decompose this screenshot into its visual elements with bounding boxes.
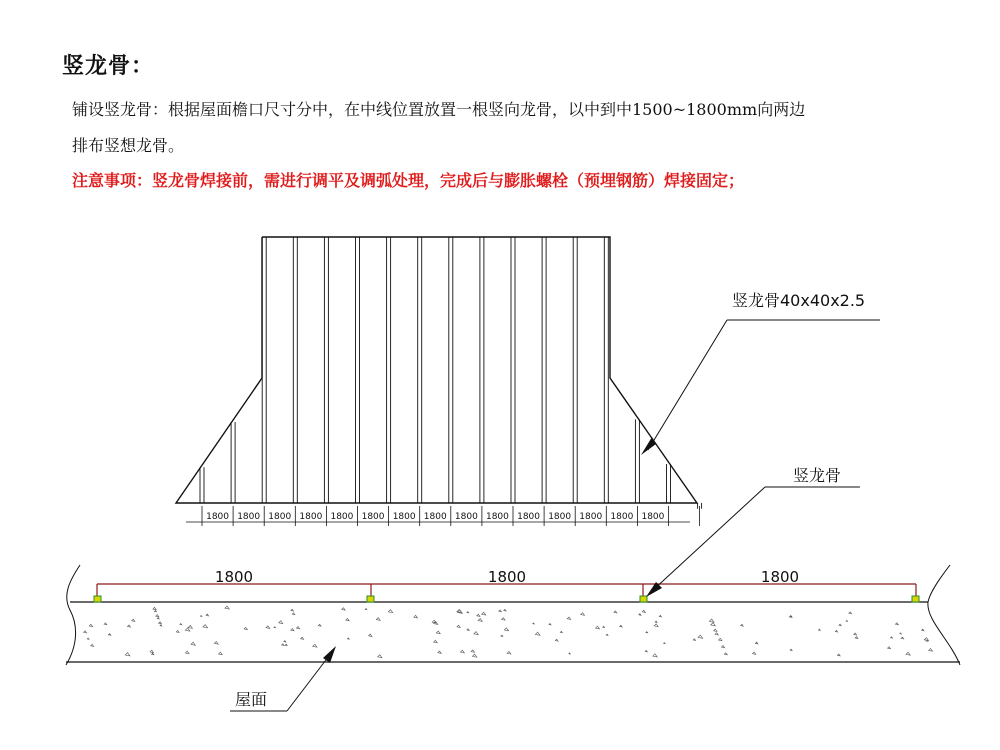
concrete-speck xyxy=(185,628,190,631)
concrete-speck xyxy=(569,653,571,654)
concrete-speck xyxy=(438,651,441,653)
elevation-dimension-label: 1800 xyxy=(485,512,509,522)
roof-right-break xyxy=(928,565,960,665)
concrete-speck xyxy=(895,623,898,625)
concrete-speck xyxy=(132,619,135,621)
elevation-dimension-label: 1800 xyxy=(237,512,261,522)
concrete-speck xyxy=(855,637,858,639)
concrete-speck xyxy=(477,614,480,616)
concrete-speck xyxy=(296,626,299,628)
concrete-speck xyxy=(467,612,469,613)
elevation-dimension-labels xyxy=(206,512,665,522)
elevation-callout xyxy=(641,291,880,455)
elevation-dimension-label: 1800 xyxy=(392,512,416,522)
attention-note: 注意事项：竖龙骨焊接前，需进行调平及调弧处理，完成后与膨胀螺栓（预埋钢筋）焊接固定； xyxy=(72,171,745,190)
section-dimension-label-2: 1800 xyxy=(487,568,527,586)
concrete-speck xyxy=(291,629,294,631)
concrete-speck xyxy=(292,613,295,615)
concrete-speck xyxy=(664,643,666,644)
concrete-speck xyxy=(185,651,189,654)
concrete-speck xyxy=(346,618,349,620)
concrete-speck xyxy=(365,608,367,609)
concrete-speck xyxy=(214,641,218,644)
elevation-dimension-label: 1800 xyxy=(206,512,230,522)
concrete-speck xyxy=(709,619,714,622)
concrete-speck xyxy=(219,652,223,655)
concrete-speck xyxy=(906,652,910,655)
concrete-speck xyxy=(200,615,202,616)
concrete-speck xyxy=(191,642,195,645)
elevation-dimension-label: 1800 xyxy=(517,512,541,522)
concrete-speck xyxy=(434,640,438,643)
elevation-dimension-label: 1800 xyxy=(299,512,323,522)
concrete-speck xyxy=(188,625,192,628)
concrete-speck xyxy=(160,625,162,626)
concrete-speck xyxy=(285,644,287,645)
concrete-speck xyxy=(91,644,94,646)
section-callout-label: 竖龙骨 xyxy=(793,466,842,485)
concrete-speck xyxy=(104,623,107,625)
concrete-speck xyxy=(507,651,511,654)
elevation-dimension-label: 1800 xyxy=(268,512,292,522)
concrete-speck xyxy=(159,622,162,624)
concrete-speck xyxy=(606,634,608,635)
concrete-speck xyxy=(839,624,841,626)
concrete-speck xyxy=(457,625,460,627)
concrete-speck xyxy=(653,654,657,657)
concrete-speck xyxy=(818,629,820,630)
vertical-studs xyxy=(200,237,702,509)
concrete-speck xyxy=(596,626,600,629)
stud-anchor-3 xyxy=(640,596,647,602)
concrete-speck xyxy=(715,633,718,635)
concrete-speck xyxy=(693,639,695,641)
concrete-speck xyxy=(603,626,605,627)
concrete-speck xyxy=(846,620,848,621)
concrete-speck xyxy=(376,618,380,621)
elevation-dimension-label: 1800 xyxy=(423,512,447,522)
concrete-speck xyxy=(436,631,440,634)
concrete-speck xyxy=(474,632,478,635)
concrete-speck xyxy=(482,612,486,615)
concrete-speck xyxy=(127,625,130,627)
concrete-speck xyxy=(460,650,464,653)
stud-anchor-1 xyxy=(94,596,101,602)
concrete-speck xyxy=(721,646,724,648)
concrete-speck xyxy=(388,610,392,613)
elevation-callout-label: 竖龙骨40x40x2.5 xyxy=(732,291,866,310)
concrete-speck xyxy=(714,629,717,631)
concrete-speck xyxy=(274,627,276,628)
concrete-speck xyxy=(535,632,540,635)
concrete-speck xyxy=(581,613,585,616)
concrete-speck xyxy=(378,655,382,658)
concrete-speck xyxy=(150,650,153,652)
concrete-speck xyxy=(719,638,722,640)
concrete-speck xyxy=(922,629,924,631)
section-dimension-label-3: 1800 xyxy=(760,568,800,586)
concrete-speck xyxy=(504,628,508,631)
roof-callout-leader xyxy=(287,652,332,711)
concrete-speck xyxy=(369,634,372,636)
concrete-speck xyxy=(266,626,270,629)
concrete-speck xyxy=(533,623,535,624)
concrete-speck xyxy=(87,638,89,639)
concrete-speck xyxy=(654,624,658,627)
concrete-texture xyxy=(84,606,933,658)
concrete-speck xyxy=(555,639,558,641)
concrete-speck xyxy=(342,608,346,610)
concrete-speck xyxy=(639,614,641,616)
elevation-outline xyxy=(176,237,697,503)
concrete-speck xyxy=(291,609,294,611)
concrete-speck xyxy=(501,618,505,621)
section-heading: 竖龙骨： xyxy=(62,53,155,79)
concrete-speck xyxy=(835,630,837,632)
concrete-speck xyxy=(929,648,933,651)
description-line-1: 铺设竖龙骨：根据屋面檐口尺寸分中，在中线位置放置一根竖向龙骨，以中到中1500~1800mm向两边 xyxy=(72,100,806,119)
concrete-speck xyxy=(849,612,852,614)
concrete-speck xyxy=(567,617,570,619)
concrete-speck xyxy=(501,635,503,636)
description-line-2: 排布竖想龙骨。 xyxy=(72,136,185,155)
concrete-speck xyxy=(152,653,154,655)
concrete-speck xyxy=(284,641,286,642)
concrete-speck xyxy=(89,624,92,626)
elevation-dimension-label: 1800 xyxy=(454,512,478,522)
elevation-dimension-label: 1800 xyxy=(330,512,354,522)
concrete-speck xyxy=(467,629,469,631)
roof-callout-label: 屋面 xyxy=(235,690,268,709)
concrete-speck xyxy=(279,621,283,624)
concrete-speck xyxy=(698,635,703,638)
concrete-speck xyxy=(180,623,182,624)
elevation-dimension-label: 1800 xyxy=(641,512,665,522)
concrete-speck xyxy=(108,634,110,636)
concrete-speck xyxy=(711,623,716,626)
concrete-speck xyxy=(753,652,756,654)
concrete-speck xyxy=(84,631,87,633)
concrete-speck xyxy=(724,653,727,655)
concrete-speck xyxy=(620,625,623,627)
concrete-speck xyxy=(157,618,159,619)
concrete-speck xyxy=(755,642,757,644)
concrete-speck xyxy=(225,606,229,609)
concrete-speck xyxy=(659,615,661,617)
concrete-speck xyxy=(301,637,304,639)
concrete-speck xyxy=(614,611,617,613)
concrete-speck xyxy=(900,633,902,634)
concrete-speck xyxy=(854,633,857,635)
concrete-speck xyxy=(176,630,179,632)
elevation-callout-leader xyxy=(648,320,727,450)
concrete-speck xyxy=(646,632,648,633)
concrete-speck xyxy=(901,637,904,639)
elevation-dimension-label: 1800 xyxy=(579,512,603,522)
concrete-speck xyxy=(837,654,840,656)
concrete-speck xyxy=(549,623,551,624)
concrete-speck xyxy=(741,624,744,626)
concrete-speck xyxy=(655,621,657,623)
elevation-dimension-label: 1800 xyxy=(548,512,572,522)
elevation-dimension-label: 1800 xyxy=(610,512,634,522)
concrete-speck xyxy=(504,609,506,611)
concrete-speck xyxy=(156,615,159,617)
concrete-speck xyxy=(125,653,130,656)
concrete-speck xyxy=(472,654,476,657)
concrete-speck xyxy=(645,650,647,652)
section-dimension-line xyxy=(97,584,916,598)
concrete-speck xyxy=(313,644,317,647)
concrete-speck xyxy=(560,631,562,633)
concrete-speck xyxy=(206,614,209,616)
concrete-speck xyxy=(499,610,502,612)
elevation-dimension-label: 1800 xyxy=(361,512,385,522)
concrete-speck xyxy=(471,650,474,652)
roof-left-break xyxy=(66,565,80,665)
concrete-speck xyxy=(153,607,156,609)
concrete-speck xyxy=(414,615,418,618)
concrete-speck xyxy=(790,649,792,650)
section-dimension-label-1: 1800 xyxy=(214,568,254,586)
concrete-speck xyxy=(891,637,893,638)
concrete-speck xyxy=(154,610,156,612)
concrete-speck xyxy=(244,627,247,629)
concrete-speck xyxy=(888,647,891,649)
elevation-drawing xyxy=(176,237,702,526)
concrete-speck xyxy=(282,644,285,646)
stud-anchor-4 xyxy=(912,596,919,602)
concrete-speck xyxy=(203,625,208,628)
concrete-speck xyxy=(347,638,349,639)
concrete-speck xyxy=(642,610,645,612)
stud-anchor-2 xyxy=(367,596,374,602)
concrete-speck xyxy=(318,624,321,626)
concrete-speck xyxy=(478,619,482,622)
